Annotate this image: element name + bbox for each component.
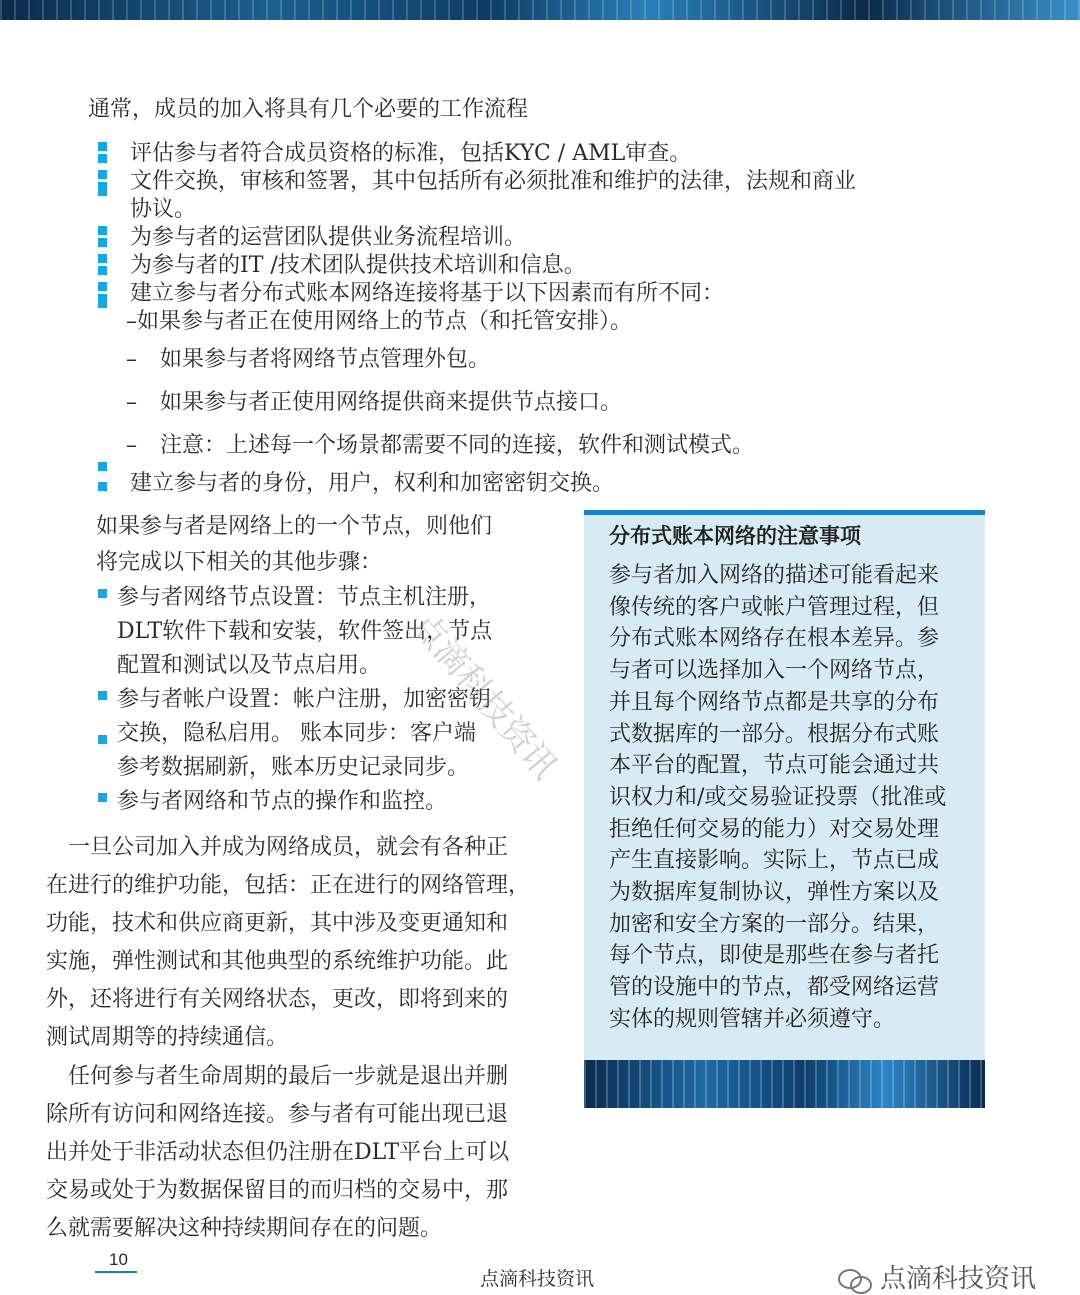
intro-heading: 通常，成员的加入将具有几个必要的工作流程: [88, 97, 529, 122]
bullet-icon: [98, 482, 107, 491]
list-item: –如果参与者正在使用网络上的节点（和托管安排）。: [94, 308, 974, 336]
bullet-icon: [98, 793, 107, 802]
list-item: 建立参与者分布式账本网络连接将基于以下因素而有所不同：: [94, 280, 974, 308]
bullet-icon: [98, 266, 107, 275]
bullet-icon: [98, 282, 107, 291]
wechat-icon: [838, 1267, 874, 1293]
sub-list-item: – 如果参与者将网络节点管理外包。: [126, 347, 491, 372]
bullet-icon: [98, 226, 107, 235]
list-item: 为参与者的运营团队提供业务流程培训。: [94, 224, 974, 252]
bullet-icon: [98, 187, 107, 196]
list-item: 参与者帐户设置：帐户注册，加密密钥: [96, 683, 576, 717]
node-steps-list: 参与者网络节点设置：节点主机注册， DLT软件下载和安装，软件签出，节点 配置和测试以及节点启用。 参与者帐户设置：帐户注册，加密密钥 交换，隐私启用。 账本同步：客户端 参考数据刷新，账本历史记录同步。 参与者网络和节点的操作和监控。: [96, 581, 576, 819]
list-item: 参与者网络节点设置：节点主机注册，: [96, 581, 576, 615]
list-item: 文件交换，审核和签署，其中包括所有必须批准和维护的法律，法规和商业: [94, 168, 974, 196]
maintenance-paragraph: 一旦公司加入并成为网络成员，就会有各种正 在进行的维护功能，包括：正在进行的网络管理， 功能，技术和供应商更新，其中涉及变更通知和 实施，弹性测试和其他典型的系统维护功能。此 外，还将进行有关网络状态，更改，即将到来的 测试周期等的持续通信。: [46, 835, 531, 1050]
bullet-icon: [98, 299, 107, 308]
callout-top-rule: [584, 510, 985, 515]
header-banner-image: [0, 0, 1080, 20]
callout-title: 分布式账本网络的注意事项: [609, 523, 861, 548]
node-steps-lead: 如果参与者是网络上的一个节点，则他们 将完成以下相关的其他步骤：: [96, 514, 493, 575]
bullet-icon: [98, 589, 107, 598]
callout-body: 参与者加入网络的描述可能看起来 像传统的客户或帐户管理过程，但 分布式账本网络存在根本差异。参 与者可以选择加入一个网络节点， 并且每个网络节点都是共享的分布 式数据库的一部分。根据分布式账 本平台的配置，节点可能会通过共 识权力和/或交易验证投票（批准或 拒绝任何交易的能力）对交易处理 产生直接影响。实际上，节点已成 为数据库复制协议，弹性方案以及 加密和安全方案的一部分。结果， 每个节点，即使是那些在参与者托 管的设施中的节点，都受网络运营 实体的规则管辖并必须遵守。: [609, 563, 947, 1032]
bullet-icon: [98, 735, 107, 744]
wechat-account-name: 点滴科技资讯: [880, 1264, 1037, 1294]
bullet-icon: [98, 691, 107, 700]
bullet-icon: [98, 238, 107, 247]
list-item: 建立参与者的身份，用户，权利和加密密钥交换。: [94, 470, 974, 498]
exit-paragraph: 任何参与者生命周期的最后一步就是退出并删 除所有访问和网络连接。参与者有可能出现已退 出并处于非活动状态但仍注册在DLT平台上可以 交易或处于为数据保留目的而归档的交易中，那 么就需要解决这种持续期间存在的问题。: [46, 1064, 510, 1241]
wechat-account-badge[interactable]: [838, 1258, 1036, 1295]
bullet-icon: [98, 154, 107, 163]
list-item: 交换，隐私启用。 账本同步：客户端: [96, 717, 576, 751]
page-number-underline: [95, 1271, 137, 1273]
list-item: 为参与者的IT /技术团队提供技术培训和信息。: [94, 252, 974, 280]
sub-list-item: – 注意：上述每一个场景都需要不同的连接，软件和测试模式。: [126, 433, 755, 458]
sub-list-item: – 如果参与者正使用网络提供商来提供节点接口。: [126, 390, 623, 415]
bullet-icon: [98, 170, 107, 179]
list-item: 参与者网络和节点的操作和监控。: [96, 785, 576, 819]
sidebar-callout-box: [584, 510, 985, 1108]
callout-decorative-image: [584, 1060, 985, 1108]
bullet-icon: [98, 142, 107, 151]
list-item: 协议。: [94, 196, 974, 224]
workflow-bullet-list: [94, 140, 974, 498]
footer-title: 点滴科技资讯: [480, 1268, 595, 1290]
page-number: 10: [109, 1250, 128, 1269]
list-item: 评估参与者符合成员资格的标准，包括KYC / AML审查。: [94, 140, 974, 168]
bullet-icon: [98, 462, 107, 471]
watermark-text: 点滴科技资讯: [403, 605, 566, 788]
bullet-icon: [98, 254, 107, 263]
